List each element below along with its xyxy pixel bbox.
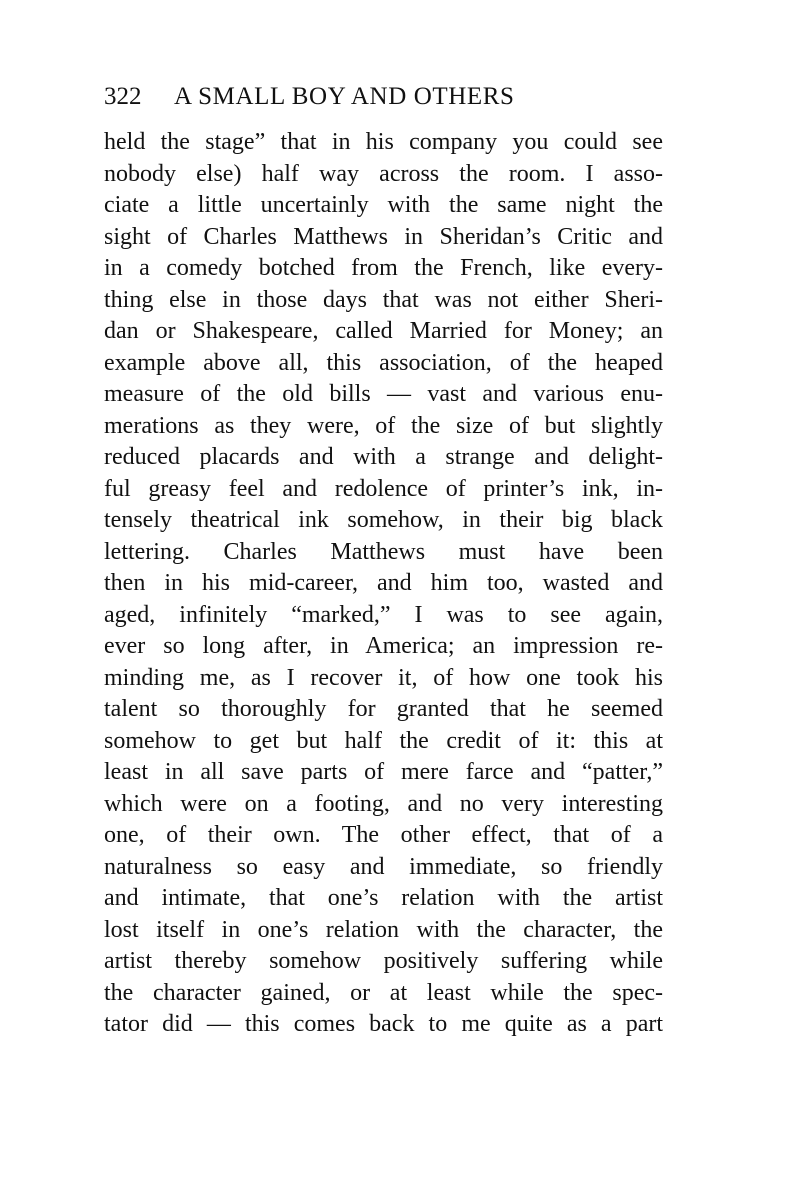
text-line: measure of the old bills — vast and various enu- xyxy=(104,381,663,407)
text-line: somehow to get but half the credit of it: this at xyxy=(104,727,663,754)
text-line: ful greasy feel and redolence of printer’s ink, in- xyxy=(104,475,663,502)
page-number: 322 xyxy=(104,83,142,110)
text-line: ever so long after, in America; an impression re- xyxy=(104,633,663,659)
text-line: lettering. Charles Matthews must have been xyxy=(104,538,663,565)
text-line: talent so thoroughly for granted that he seemed xyxy=(104,696,663,722)
text-line: the character gained, or at least while the spec- xyxy=(104,979,663,1006)
text-line: minding me, as I recover it, of how one took his xyxy=(104,664,663,691)
body-text xyxy=(104,127,663,1041)
text-line: and intimate, that one’s relation with the artist xyxy=(104,885,663,911)
text-line: nobody else) half way across the room. I asso- xyxy=(104,160,663,187)
text-line: aged, infinitely “marked,” I was to see again, xyxy=(104,601,663,628)
running-title: A SMALL BOY AND OTHERS xyxy=(174,83,515,110)
text-line: naturalness so easy and immediate, so friendly xyxy=(104,853,663,880)
text-line: tator did — this comes back to me quite as a part xyxy=(104,1011,663,1037)
text-line: merations as they were, of the size of but slightly xyxy=(104,412,663,439)
text-line: artist thereby somehow positively suffering while xyxy=(104,948,663,974)
text-line: which were on a footing, and no very interesting xyxy=(104,790,663,817)
running-head xyxy=(104,80,664,114)
text-line: lost itself in one’s relation with the character, the xyxy=(104,916,663,943)
text-line: reduced placards and with a strange and delight- xyxy=(104,444,663,470)
text-line: then in his mid-career, and him too, wasted and xyxy=(104,570,663,596)
text-line: held the stage” that in his company you could see xyxy=(104,129,663,155)
text-line: dan or Shakespeare, called Married for Money; an xyxy=(104,318,663,344)
text-line: thing else in those days that was not either Sheri- xyxy=(104,286,663,313)
text-line: ciate a little uncertainly with the same night the xyxy=(104,192,663,218)
text-line: in a comedy botched from the French, like every- xyxy=(104,255,663,281)
text-line: tensely theatrical ink somehow, in their big black xyxy=(104,507,663,533)
text-line: one, of their own. The other effect, that of a xyxy=(104,822,663,848)
text-line: example above all, this association, of the heaped xyxy=(104,349,663,376)
text-line: least in all save parts of mere farce and “patter,” xyxy=(104,759,663,785)
text-line: sight of Charles Matthews in Sheridan’s Critic and xyxy=(104,223,663,250)
